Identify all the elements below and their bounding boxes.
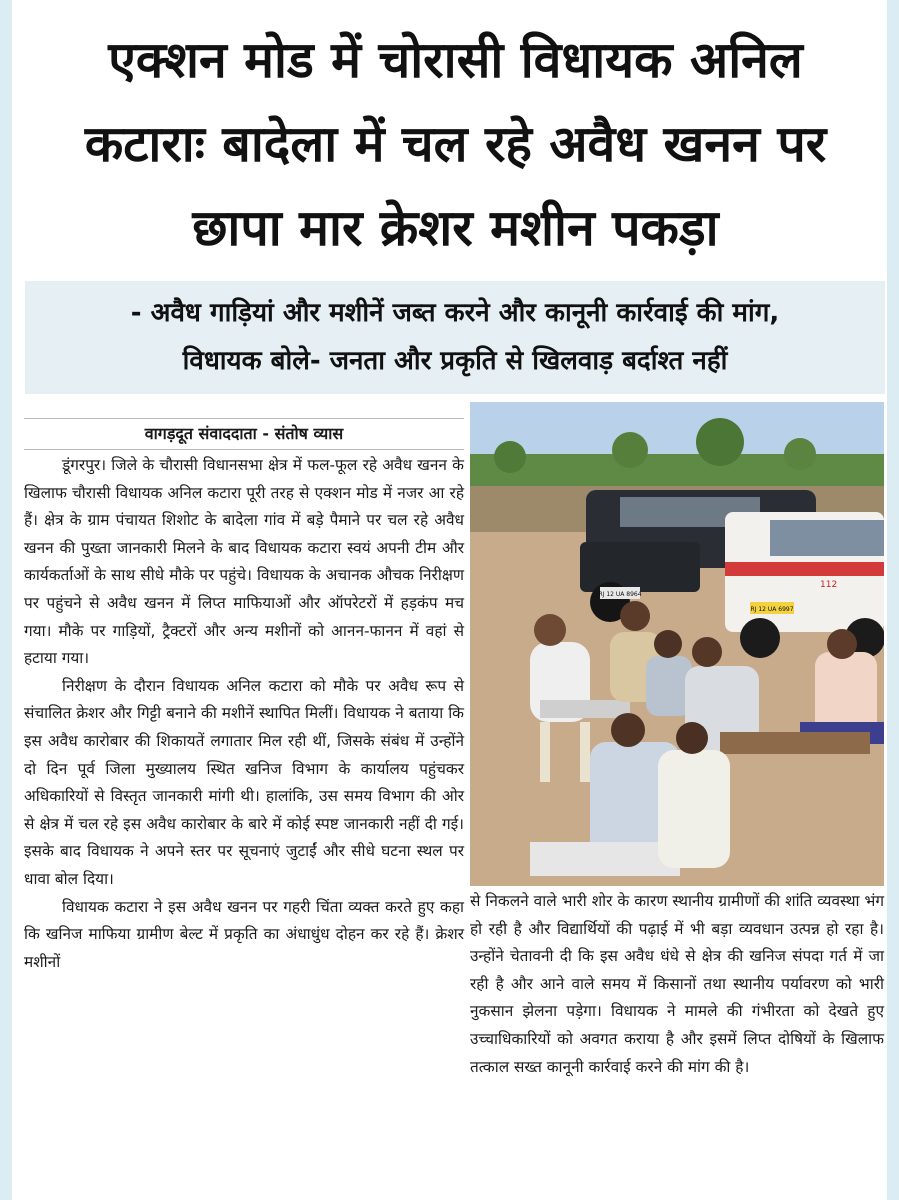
article-paragraph-3-continued: से निकलने वाले भारी शोर के कारण स्थानीय ग्रामीणों की शांति व्यवस्था भंग हो रही है और विद्यार्थियों की पढ़ाई में भी बड़ा व्यवधान उत्पन्न हो रहा है। उन्होंने चेतावनी दी कि इस अवैध धंधे से क्षेत्र की खनिज संपदा गर्त में जा रही है और आने वाले समय में किसानों तथा स्थानीय पर्यावरण को भारी नुकसान झेलना पड़ेगा। विधायक ने मामले की गंभीरता को देखते हुए उच्चाधिकारियों को अवगत कराया है और इसमें लिप्त दोषियों के खिलाफ तत्काल सख्त कानूनी कार्रवाई करने की मांग की है। bbox=[470, 892, 884, 1076]
news-photo bbox=[470, 402, 884, 886]
article-column-right bbox=[470, 888, 884, 1081]
headline-line-1: एक्शन मोड में चोरासी विधायक अनिल bbox=[108, 31, 803, 89]
subheadline-line-1: - अवैध गाड़ियां और मशीनें जब्त करने और कानूनी कार्रवाई की मांग, bbox=[130, 298, 780, 328]
article-paragraph-3: विधायक कटारा ने इस अवैध खनन पर गहरी चिंता व्यक्त करते हुए कहा कि खनिज माफिया ग्रामीण बेल्ट में प्रकृति का अंधाधुंध दोहन कर रहे हैं। क्रेशर मशीनों bbox=[24, 897, 464, 971]
headline-line-2: कटाराः बादेला में चल रहे अवैध खनन पर bbox=[84, 115, 827, 173]
photo-inspection-site-icon bbox=[470, 402, 884, 886]
article-column-left bbox=[24, 452, 464, 976]
byline: वागड़दूत संवाददाता - संतोष व्यास bbox=[24, 418, 464, 450]
subheadline-box bbox=[25, 281, 885, 394]
article-paragraph-2: निरीक्षण के दौरान विधायक अनिल कटारा को मौके पर अवैध रूप से संचालित क्रेशर और गिट्टी बनाने की मशीनें स्थापित मिलीं। विधायक ने बताया कि इस अवैध कारोबार की शिकायतें लगातार मिल रही थीं, जिसके संबंध में उन्होंने दो दिन पूर्व जिला मुख्यालय स्थित खनिज विभाग के कार्यालय पहुंचकर अधिकारियों से विस्तृत जानकारी मांगी थी। हालांकि, उस समय विभाग की ओर से क्षेत्र में चल रहे इस अवैध कारोबार के बारे में कोई स्पष्ट जानकारी नहीं दी गई। इसके बाद विधायक ने अपने स्तर पर सूचनाएं जुटाईं और सीधे घटना स्थल पर धावा बोल दिया। bbox=[24, 676, 464, 888]
subheadline-line-2: विधायक बोले- जनता और प्रकृति से खिलवाड़ बर्दाश्त नहीं bbox=[182, 346, 728, 376]
vehicle-plate-2: RJ 12 UA 6997 bbox=[750, 606, 794, 613]
vehicle-plate-1: RJ 12 UA 8964 bbox=[598, 591, 642, 598]
headline bbox=[28, 18, 883, 270]
headline-line-3: छापा मार क्रेशर मशीन पकड़ा bbox=[192, 199, 719, 257]
article-paragraph-1: डूंगरपुर। जिले के चौरासी विधानसभा क्षेत्र में फल-फूल रहे अवैध खनन के खिलाफ चौरासी विधायक अनिल कटारा पूरी तरह से एक्शन मोड में नजर आ रहे हैं। क्षेत्र के ग्राम पंचायत शिशोट के बादेला गांव में बड़े पैमाने पर चल रहे अवैध खनन की पुख्ता जानकारी मिलने के बाद विधायक कटारा स्वयं अपनी टीम और कार्यकर्ताओं के साथ सीधे मौके पर पहुंचे। विधायक के अचानक औचक निरीक्षण पर पहुंचने से अवैध खनन में लिप्त माफियाओं और ऑपरेटरों में हड़कंप मच गया। मौके पर गाड़ियों, ट्रैक्टरों और अन्य मशीनों को आनन-फानन में वहां से हटाया गया। bbox=[24, 456, 464, 668]
vehicle-112-text: 112 bbox=[820, 580, 838, 590]
